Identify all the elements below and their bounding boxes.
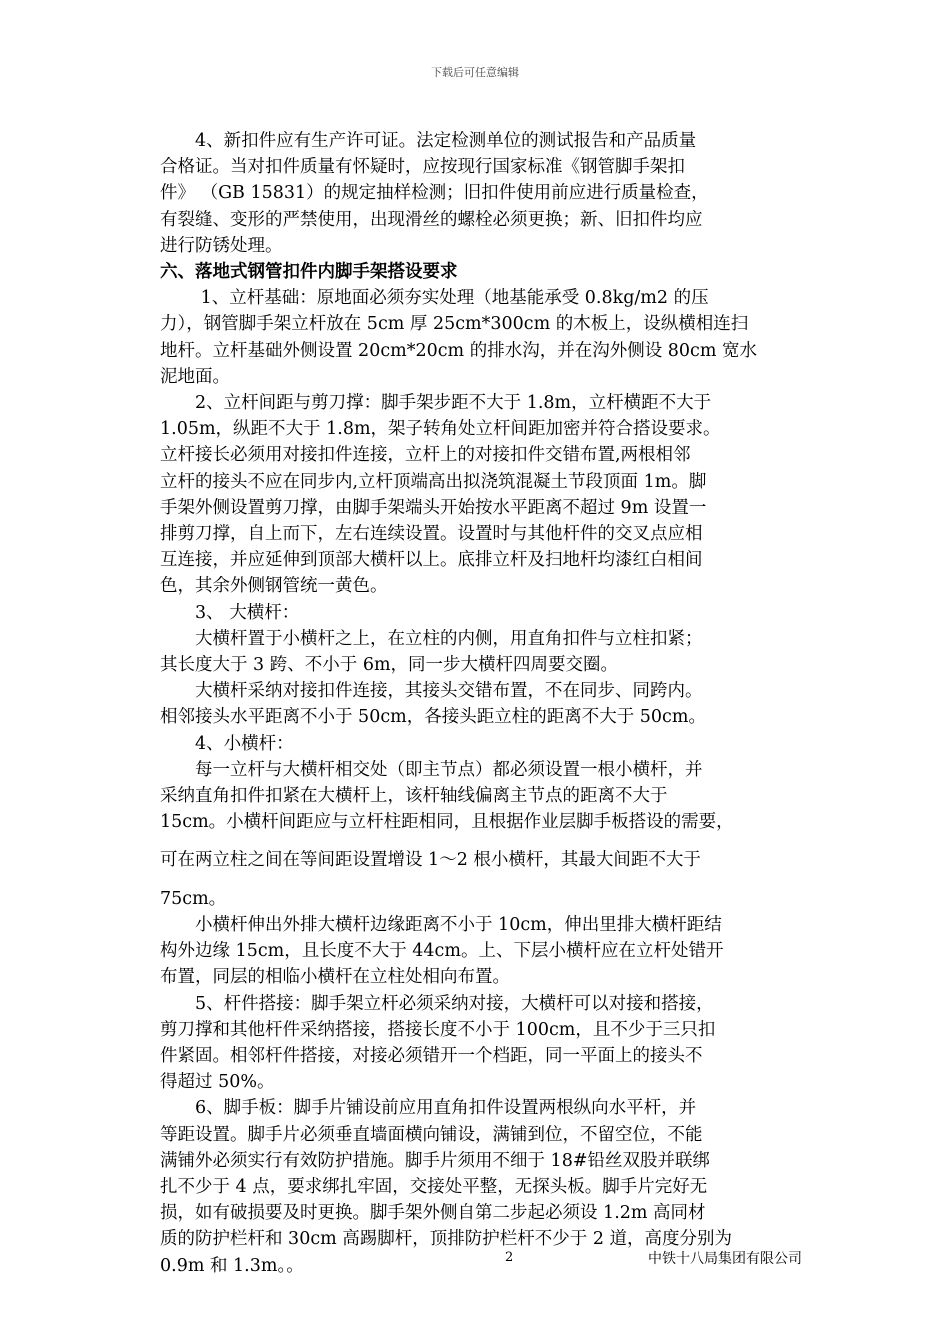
paragraph-line: 泥地面。 xyxy=(160,366,230,387)
paragraph-line: 损，如有破损要及时更换。脚手架外侧自第二步起必须设 1.2m 高同材 xyxy=(160,1203,706,1224)
paragraph-line: 件》 （GB 15831）的规定抽样检测；旧扣件使用前应进行质量检查， xyxy=(160,183,709,204)
paragraph-line: 进行防锈处理。 xyxy=(160,235,283,256)
document-body xyxy=(160,128,870,1279)
paragraph-line: 小横杆伸出外排大横杆边缘距离不小于 10cm，伸出里排大横杆距结 xyxy=(160,914,722,935)
paragraph-line: 4、小横杆： xyxy=(160,733,294,754)
paragraph-line: 地杆。立杆基础外侧设置 20cm*20cm 的排水沟，并在沟外侧设 80cm 宽水 xyxy=(160,340,757,361)
paragraph-line: 6、脚手板：脚手片铺设前应用直角扣件设置两根纵向水平杆，并 xyxy=(160,1098,697,1119)
paragraph-line: 合格证。当对扣件质量有怀疑时，应按现行国家标准《钢管脚手架扣 xyxy=(160,157,685,178)
paragraph-line: 得超过 50%。 xyxy=(160,1072,275,1093)
paragraph-line: 质的防护栏杆和 30cm 高踢脚杆，顶排防护栏杆不少于 2 道，高度分别为 xyxy=(160,1229,733,1250)
section-heading: 六、落地式钢管扣件内脚手架搭设要求 xyxy=(160,262,458,283)
paragraph-line: 75cm。 xyxy=(160,888,227,909)
paragraph-line: 1.05m，纵距不大于 1.8m，架子转角处立杆间距加密并符合搭设要求。 xyxy=(160,419,721,440)
paragraph-line: 4、新扣件应有生产许可证。法定检测单位的测试报告和产品质量 xyxy=(160,131,697,151)
paragraph-line: 相邻接头水平距离不小于 50cm，各接头距立柱的距离不大于 50cm。 xyxy=(160,707,706,728)
footer-organization: 中铁十八局集团有限公司 xyxy=(648,1251,802,1267)
paragraph-line: 满铺外必须实行有效防护措施。脚手片须用不细于 18#铅丝双股并联绑 xyxy=(160,1150,710,1171)
paragraph-line: 采纳直角扣件扣紧在大横杆上，该杆轴线偏离主节点的距离不大于 xyxy=(160,786,668,807)
page-number: 2 xyxy=(505,1250,514,1265)
paragraph-line: 扎不少于 4 点，要求绑扎牢固，交接处平整，无探头板。脚手片完好无 xyxy=(160,1176,708,1197)
page-header: 下载后可任意编辑 xyxy=(431,66,519,79)
paragraph-line: 每一立杆与大横杆相交处（即主节点）都必须设置一根小横杆，并 xyxy=(160,759,703,780)
paragraph-line: 立杆接长必须用对接扣件连接，立杆上的对接扣件交错布置,两根相邻 xyxy=(160,445,691,466)
paragraph-line: 大横杆置于小横杆之上，在立柱的内侧，用直角扣件与立柱扣紧； xyxy=(160,628,703,649)
paragraph-line: 排剪刀撑，自上而下，左右连续设置。设置时与其他杆件的交叉点应相 xyxy=(160,524,703,545)
paragraph-line: 5、杆件搭接：脚手架立杆必须采纳对接，大横杆可以对接和搭接， xyxy=(160,993,714,1014)
paragraph-line: 等距设置。脚手片必须垂直墙面横向铺设，满铺到位，不留空位，不能 xyxy=(160,1124,703,1145)
paragraph-line: 3、 大横杆： xyxy=(160,602,300,623)
paragraph-line: 互连接，并应延伸到顶部大横杆以上。底排立杆及扫地杆均漆红白相间 xyxy=(160,550,703,571)
paragraph-line: 大横杆采纳对接扣件连接，其接头交错布置，不在同步、同跨内。 xyxy=(160,681,703,702)
paragraph-line: 力），钢管脚手架立杆放在 5cm 厚 25cm*300cm 的木板上，设纵横相连扫 xyxy=(160,314,749,335)
paragraph-line: 可在两立柱之间在等间距设置增设 1～2 根小横杆，其最大间距不大于 xyxy=(160,850,701,871)
paragraph-line: 手架外侧设置剪刀撑，由脚手架端头开始按水平距离不超过 9m 设置一 xyxy=(160,497,707,518)
paragraph-line: 色，其余外侧钢管统一黄色。 xyxy=(160,576,388,597)
paragraph-line: 15cm。小横杆间距应与立杆柱距相同，且根据作业层脚手板搭设的需要， xyxy=(160,812,734,833)
paragraph-line: 0.9m 和 1.3m。。 xyxy=(160,1255,304,1276)
paragraph-line: 立杆的接头不应在同步内,立杆顶端高出拟浇筑混凝土节段顶面 1m。脚 xyxy=(160,471,707,492)
paragraph-line: 剪刀撑和其他杆件采纳搭接，搭接长度不小于 100cm，且不少于三只扣 xyxy=(160,1019,716,1040)
paragraph-line: 2、立杆间距与剪刀撑：脚手架步距不大于 1.8m，立杆横距不大于 xyxy=(160,393,712,414)
paragraph-line: 构外边缘 15cm，且长度不大于 44cm。上、下层小横杆应在立杆处错开 xyxy=(160,941,724,962)
paragraph-line: 其长度大于 3 跨、不小于 6m，同一步大横杆四周要交圈。 xyxy=(160,655,619,676)
paragraph-line: 1、立杆基础：原地面必须夯实处理（地基能承受 0.8kg/m2 的压 xyxy=(160,288,709,309)
paragraph-line: 有裂缝、变形的严禁使用，出现滑丝的螺栓必须更换；新、旧扣件均应 xyxy=(160,209,703,230)
paragraph-line: 件紧固。相邻杆件搭接，对接必须错开一个档距，同一平面上的接头不 xyxy=(160,1045,703,1066)
paragraph-line: 布置，同层的相临小横杆在立柱处相向布置。 xyxy=(160,967,510,988)
